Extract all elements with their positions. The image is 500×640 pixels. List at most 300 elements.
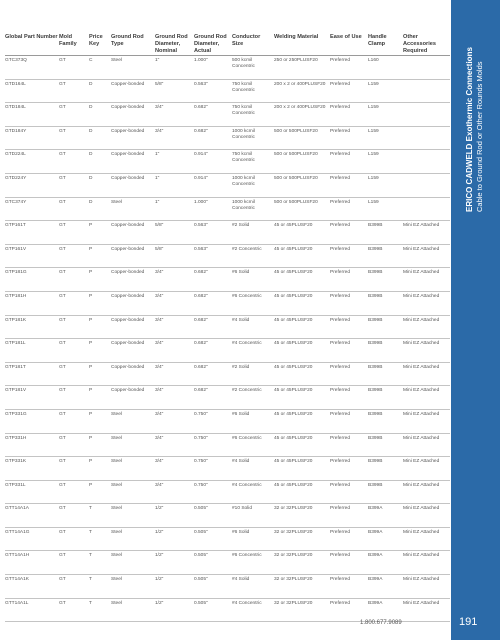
table-cell: Preferred	[330, 126, 368, 150]
table-cell: Copper-bonded	[111, 291, 155, 315]
table-cell: GTT14A1G	[5, 527, 59, 551]
table-cell: 750 kcmil Concentric	[232, 150, 274, 174]
column-header: Price Key	[89, 0, 111, 56]
table-cell: 750 kcmil Concentric	[232, 103, 274, 127]
table-cell: Copper-bonded	[111, 103, 155, 127]
table-cell: 500 or 500PLUSF20	[274, 126, 330, 150]
table-cell: 3/4"	[155, 315, 194, 339]
table-row	[5, 268, 450, 292]
table-cell: 1/2"	[155, 575, 194, 599]
table-cell: 3/4"	[155, 457, 194, 481]
table-cell: P	[89, 291, 111, 315]
table-cell: L159	[368, 79, 403, 103]
table-cell: 1"	[155, 56, 194, 80]
table-cell: #2 Solid	[232, 221, 274, 245]
table-row	[5, 339, 450, 363]
table-cell: #2 Concentric	[232, 244, 274, 268]
table-cell: GTP181K	[5, 315, 59, 339]
table-cell: 500 or 500PLUSF20	[274, 173, 330, 197]
table-cell: GT	[59, 339, 89, 363]
table-cell: GT	[59, 480, 89, 504]
table-cell: L159	[368, 103, 403, 127]
table-cell: Mini EZ Attached	[403, 480, 450, 504]
table-cell: #4 Concentric	[232, 480, 274, 504]
table-cell: Mini EZ Attached	[403, 386, 450, 410]
table-cell: GTT14A1A	[5, 504, 59, 528]
table-row	[5, 598, 450, 622]
table-cell: #6 Solid	[232, 268, 274, 292]
table-cell: 0.750"	[194, 433, 232, 457]
table-cell: GT	[59, 457, 89, 481]
table-cell: L160	[368, 56, 403, 80]
table-cell: Copper-bonded	[111, 221, 155, 245]
table-cell: L159	[368, 197, 403, 221]
table-cell: GTP331G	[5, 409, 59, 433]
table-cell: Mini EZ Attached	[403, 291, 450, 315]
table-cell: 32 or 32PLUSF20	[274, 551, 330, 575]
table-cell: Steel	[111, 504, 155, 528]
table-cell: Steel	[111, 598, 155, 622]
table-cell: P	[89, 339, 111, 363]
table-cell: Copper-bonded	[111, 126, 155, 150]
table-cell: 3/4"	[155, 268, 194, 292]
table-cell: T	[89, 598, 111, 622]
table-cell: GT	[59, 79, 89, 103]
table-cell: GT	[59, 409, 89, 433]
table-cell: GT	[59, 575, 89, 599]
table-cell: GTP181V	[5, 386, 59, 410]
table-cell: Preferred	[330, 409, 368, 433]
table-cell: Steel	[111, 551, 155, 575]
table-cell: GT	[59, 56, 89, 80]
table-cell: B399B	[368, 339, 403, 363]
table-cell: D	[89, 79, 111, 103]
table-cell: GT	[59, 315, 89, 339]
table-cell: B399B	[368, 268, 403, 292]
table-cell: B399B	[368, 244, 403, 268]
table-cell: P	[89, 221, 111, 245]
table-cell: 1/2"	[155, 504, 194, 528]
table-cell: P	[89, 268, 111, 292]
table-cell: GT	[59, 433, 89, 457]
table-cell	[403, 103, 450, 127]
table-cell: 3/4"	[155, 291, 194, 315]
table-cell: 0.750"	[194, 457, 232, 481]
table-cell: P	[89, 244, 111, 268]
table-cell: 32 or 32PLUSF20	[274, 504, 330, 528]
table-cell: T	[89, 551, 111, 575]
table-row	[5, 433, 450, 457]
table-cell: #2 Concentric	[232, 386, 274, 410]
table-cell: 32 or 32PLUSF20	[274, 527, 330, 551]
table-cell: Preferred	[330, 221, 368, 245]
table-cell: B399B	[368, 221, 403, 245]
table-cell: GT	[59, 173, 89, 197]
table-cell: #4 Solid	[232, 457, 274, 481]
table-cell: Steel	[111, 457, 155, 481]
table-cell: 0.505"	[194, 527, 232, 551]
table-cell: Copper-bonded	[111, 362, 155, 386]
table-cell	[403, 56, 450, 80]
table-row	[5, 504, 450, 528]
table-cell: P	[89, 362, 111, 386]
table-cell: Copper-bonded	[111, 339, 155, 363]
table-cell: 45 or 45PLUSF20	[274, 268, 330, 292]
table-cell: Preferred	[330, 339, 368, 363]
column-header: Ground Rod Type	[111, 0, 155, 56]
table-cell: #4 Solid	[232, 575, 274, 599]
table-cell: 0.505"	[194, 598, 232, 622]
table-cell	[403, 197, 450, 221]
table-cell: Preferred	[330, 56, 368, 80]
table-cell: Preferred	[330, 457, 368, 481]
table-cell: Steel	[111, 527, 155, 551]
table-cell: GTP161V	[5, 244, 59, 268]
table-cell: Mini EZ Attached	[403, 244, 450, 268]
table-cell: 0.682"	[194, 268, 232, 292]
table-cell: 5/8"	[155, 79, 194, 103]
table-cell: D	[89, 197, 111, 221]
table-cell: 3/4"	[155, 386, 194, 410]
table-cell: Preferred	[330, 598, 368, 622]
table-cell: 3/4"	[155, 103, 194, 127]
section-subtitle: Cable to Ground Rod or Other Rounds Molds	[475, 61, 484, 212]
table-row	[5, 527, 450, 551]
table-cell: 1000 kcmil Concentric	[232, 173, 274, 197]
table-cell: 45 or 45PLUSF20	[274, 244, 330, 268]
table-cell	[403, 173, 450, 197]
table-cell: 45 or 45PLUSF20	[274, 291, 330, 315]
table-cell: #2 Solid	[232, 362, 274, 386]
table-row	[5, 291, 450, 315]
table-cell: GT	[59, 197, 89, 221]
table-cell: 250 or 250PLUSF20	[274, 56, 330, 80]
table-cell: 3/4"	[155, 126, 194, 150]
table-cell: Preferred	[330, 244, 368, 268]
table-cell: GT	[59, 291, 89, 315]
table-cell: Copper-bonded	[111, 268, 155, 292]
table-cell: Preferred	[330, 103, 368, 127]
table-cell: 0.505"	[194, 575, 232, 599]
column-header: Conductor Size	[232, 0, 274, 56]
table-cell: 45 or 45PLUSF20	[274, 339, 330, 363]
table-cell: Preferred	[330, 386, 368, 410]
table-cell: Preferred	[330, 527, 368, 551]
table-cell: Steel	[111, 56, 155, 80]
table-cell: B399A	[368, 575, 403, 599]
table-cell: GT	[59, 244, 89, 268]
table-cell: GTD224L	[5, 150, 59, 174]
column-header: Welding Material	[274, 0, 330, 56]
table-cell: L159	[368, 126, 403, 150]
table-cell: 500 or 500PLUSF20	[274, 150, 330, 174]
table-cell: Preferred	[330, 197, 368, 221]
table-cell	[403, 79, 450, 103]
table-cell: 0.563"	[194, 221, 232, 245]
table-cell: 45 or 45PLUSF20	[274, 480, 330, 504]
table-cell: Mini EZ Attached	[403, 551, 450, 575]
table-cell: P	[89, 315, 111, 339]
table-cell: 500 or 500PLUSF20	[274, 197, 330, 221]
table-cell: Copper-bonded	[111, 150, 155, 174]
table-cell: GT	[59, 221, 89, 245]
table-cell: Mini EZ Attached	[403, 433, 450, 457]
table-cell: Preferred	[330, 268, 368, 292]
table-cell: 5/8"	[155, 221, 194, 245]
table-cell: Mini EZ Attached	[403, 339, 450, 363]
table-cell: 1/2"	[155, 527, 194, 551]
table-cell: 45 or 45PLUSF20	[274, 386, 330, 410]
table-cell	[403, 150, 450, 174]
table-cell: 1.000"	[194, 197, 232, 221]
table-row	[5, 575, 450, 599]
table-cell: 200 x 2 or 400PLUSF20	[274, 79, 330, 103]
table-cell: P	[89, 457, 111, 481]
table-cell: 1"	[155, 197, 194, 221]
table-cell: T	[89, 527, 111, 551]
table-row	[5, 173, 450, 197]
table-cell: B399A	[368, 504, 403, 528]
table-cell: 45 or 45PLUSF20	[274, 315, 330, 339]
table-cell: Mini EZ Attached	[403, 575, 450, 599]
table-cell: GTP181L	[5, 339, 59, 363]
table-cell: Mini EZ Attached	[403, 527, 450, 551]
table-cell: GT	[59, 150, 89, 174]
table-cell: P	[89, 409, 111, 433]
table-cell: B399A	[368, 527, 403, 551]
table-cell: Steel	[111, 433, 155, 457]
table-cell: 0.563"	[194, 244, 232, 268]
table-cell: GTP181H	[5, 291, 59, 315]
table-cell: 45 or 45PLUSF20	[274, 362, 330, 386]
table-cell: 1000 kcmil Concentric	[232, 126, 274, 150]
table-cell: GT	[59, 386, 89, 410]
table-cell: 0.750"	[194, 480, 232, 504]
table-cell: 1"	[155, 173, 194, 197]
table-cell: 0.682"	[194, 339, 232, 363]
table-row	[5, 197, 450, 221]
table-cell: B399B	[368, 457, 403, 481]
table-cell: Copper-bonded	[111, 315, 155, 339]
table-cell: Copper-bonded	[111, 244, 155, 268]
table-cell: Preferred	[330, 551, 368, 575]
table-cell: Preferred	[330, 79, 368, 103]
footer-phone: 1.800.677.9089	[360, 620, 402, 626]
table-cell: 32 or 32PLUSF20	[274, 598, 330, 622]
table-cell: 3/4"	[155, 339, 194, 363]
table-cell: Mini EZ Attached	[403, 457, 450, 481]
table-cell: GTP331K	[5, 457, 59, 481]
table-cell: #6 Concentric	[232, 433, 274, 457]
table-row	[5, 126, 450, 150]
table-cell: P	[89, 433, 111, 457]
table-cell: #6 Concentric	[232, 551, 274, 575]
column-header: Mold Family	[59, 0, 89, 56]
table-cell: GT	[59, 268, 89, 292]
table-cell: GTC374Y	[5, 197, 59, 221]
table-cell: B399B	[368, 386, 403, 410]
table-cell: 45 or 45PLUSF20	[274, 221, 330, 245]
table-cell: 0.682"	[194, 103, 232, 127]
table-cell: 1000 kcmil Concentric	[232, 197, 274, 221]
table-row	[5, 551, 450, 575]
table-cell: 0.750"	[194, 409, 232, 433]
table-cell: 0.914"	[194, 173, 232, 197]
table-cell: Steel	[111, 575, 155, 599]
table-cell: #4 Concentric	[232, 339, 274, 363]
table-cell: #4 Concentric	[232, 598, 274, 622]
table-cell: GT	[59, 551, 89, 575]
table-cell: Preferred	[330, 433, 368, 457]
table-cell: 45 or 45PLUSF20	[274, 457, 330, 481]
table-cell: #10 Solid	[232, 504, 274, 528]
table-cell: GTP181G	[5, 268, 59, 292]
table-cell: Preferred	[330, 150, 368, 174]
table-cell: P	[89, 386, 111, 410]
table-cell: 200 x 2 or 400PLUSF20	[274, 103, 330, 127]
table-row	[5, 457, 450, 481]
table-cell: #6 Solid	[232, 409, 274, 433]
table-cell: T	[89, 504, 111, 528]
table-row	[5, 480, 450, 504]
table-cell: 0.682"	[194, 315, 232, 339]
table-cell: 1/2"	[155, 551, 194, 575]
section-title: ERICO CADWELD Exothermic Connections	[465, 47, 474, 212]
table-cell: Steel	[111, 480, 155, 504]
table-cell: Steel	[111, 197, 155, 221]
table-cell: L159	[368, 173, 403, 197]
table-row	[5, 221, 450, 245]
table-cell: D	[89, 126, 111, 150]
table-cell: 3/4"	[155, 362, 194, 386]
table-cell: 0.505"	[194, 551, 232, 575]
table-row	[5, 56, 450, 80]
table-cell: 45 or 45PLUSF20	[274, 409, 330, 433]
table-row	[5, 315, 450, 339]
table-cell: Preferred	[330, 315, 368, 339]
table-cell: Mini EZ Attached	[403, 409, 450, 433]
table-cell: 3/4"	[155, 433, 194, 457]
column-header: Other Accessories Required	[403, 0, 450, 56]
table-cell: D	[89, 150, 111, 174]
table-cell: #6 Solid	[232, 527, 274, 551]
table-cell: T	[89, 575, 111, 599]
table-cell: 0.914"	[194, 150, 232, 174]
table-cell: GTP331L	[5, 480, 59, 504]
table-cell: Steel	[111, 409, 155, 433]
table-cell: GTD164L	[5, 79, 59, 103]
table-cell: GT	[59, 103, 89, 127]
column-header: Ease of Use	[330, 0, 368, 56]
table-cell: GTP161T	[5, 221, 59, 245]
table-cell: 1/2"	[155, 598, 194, 622]
table-cell: GTT14A1K	[5, 575, 59, 599]
table-cell: B399B	[368, 409, 403, 433]
side-banner-text	[451, 0, 500, 640]
table-cell: 0.505"	[194, 504, 232, 528]
table-cell: 0.682"	[194, 362, 232, 386]
table-cell: 45 or 45PLUSF20	[274, 433, 330, 457]
column-header: Handle Clamp	[368, 0, 403, 56]
table-cell: C	[89, 56, 111, 80]
table-cell: Preferred	[330, 291, 368, 315]
table-cell: Preferred	[330, 480, 368, 504]
product-table	[5, 0, 450, 622]
table-cell: GT	[59, 362, 89, 386]
table-cell: #6 Concentric	[232, 291, 274, 315]
table-cell: Mini EZ Attached	[403, 315, 450, 339]
table-cell: 500 kcmil Concentric	[232, 56, 274, 80]
column-header: Ground Rod Diameter, Actual	[194, 0, 232, 56]
table-cell: Preferred	[330, 504, 368, 528]
table-header-row	[5, 0, 450, 56]
page-number: 191	[459, 616, 478, 628]
table-cell: Mini EZ Attached	[403, 221, 450, 245]
table-cell: Copper-bonded	[111, 173, 155, 197]
table-cell: 750 kcmil Concentric	[232, 79, 274, 103]
table-cell: Copper-bonded	[111, 386, 155, 410]
table-cell: 0.682"	[194, 291, 232, 315]
table-cell: B399B	[368, 480, 403, 504]
table-cell: GT	[59, 504, 89, 528]
table-cell: 0.563"	[194, 79, 232, 103]
table-cell: GTT14A1H	[5, 551, 59, 575]
table-cell: 5/8"	[155, 244, 194, 268]
table-cell: B399B	[368, 315, 403, 339]
table-cell: GT	[59, 126, 89, 150]
table-cell: B399B	[368, 433, 403, 457]
column-header: Ground Rod Diameter, Nominal	[155, 0, 194, 56]
table-cell: D	[89, 173, 111, 197]
table-cell: Preferred	[330, 362, 368, 386]
table-cell: B399A	[368, 551, 403, 575]
table-cell: 0.682"	[194, 386, 232, 410]
table-cell: GTC373Q	[5, 56, 59, 80]
table-cell: 1.000"	[194, 56, 232, 80]
table-cell: GTT14A1L	[5, 598, 59, 622]
table-cell: 3/4"	[155, 409, 194, 433]
table-cell: Mini EZ Attached	[403, 504, 450, 528]
table-cell: B399B	[368, 362, 403, 386]
table-cell: Mini EZ Attached	[403, 362, 450, 386]
table-row	[5, 409, 450, 433]
table-cell: L159	[368, 150, 403, 174]
table-cell: GTD184L	[5, 103, 59, 127]
table-cell: GT	[59, 598, 89, 622]
table-body	[5, 56, 450, 622]
table-row	[5, 244, 450, 268]
table-cell: P	[89, 480, 111, 504]
table-cell: Mini EZ Attached	[403, 268, 450, 292]
table-cell: 32 or 32PLUSF20	[274, 575, 330, 599]
table-cell: Preferred	[330, 575, 368, 599]
table-cell: Preferred	[330, 173, 368, 197]
table-cell	[403, 126, 450, 150]
table-cell: GT	[59, 527, 89, 551]
table-cell: GTP331H	[5, 433, 59, 457]
table-cell: B399B	[368, 291, 403, 315]
table-cell: D	[89, 103, 111, 127]
table-cell: GTD224Y	[5, 173, 59, 197]
table-cell: 1"	[155, 150, 194, 174]
table-cell: 3/4"	[155, 480, 194, 504]
table-cell: GTD184Y	[5, 126, 59, 150]
table-cell: 0.682"	[194, 126, 232, 150]
table-row	[5, 362, 450, 386]
table-cell: B399A	[368, 598, 403, 622]
table-row	[5, 386, 450, 410]
column-header: Global Part Number	[5, 0, 59, 56]
